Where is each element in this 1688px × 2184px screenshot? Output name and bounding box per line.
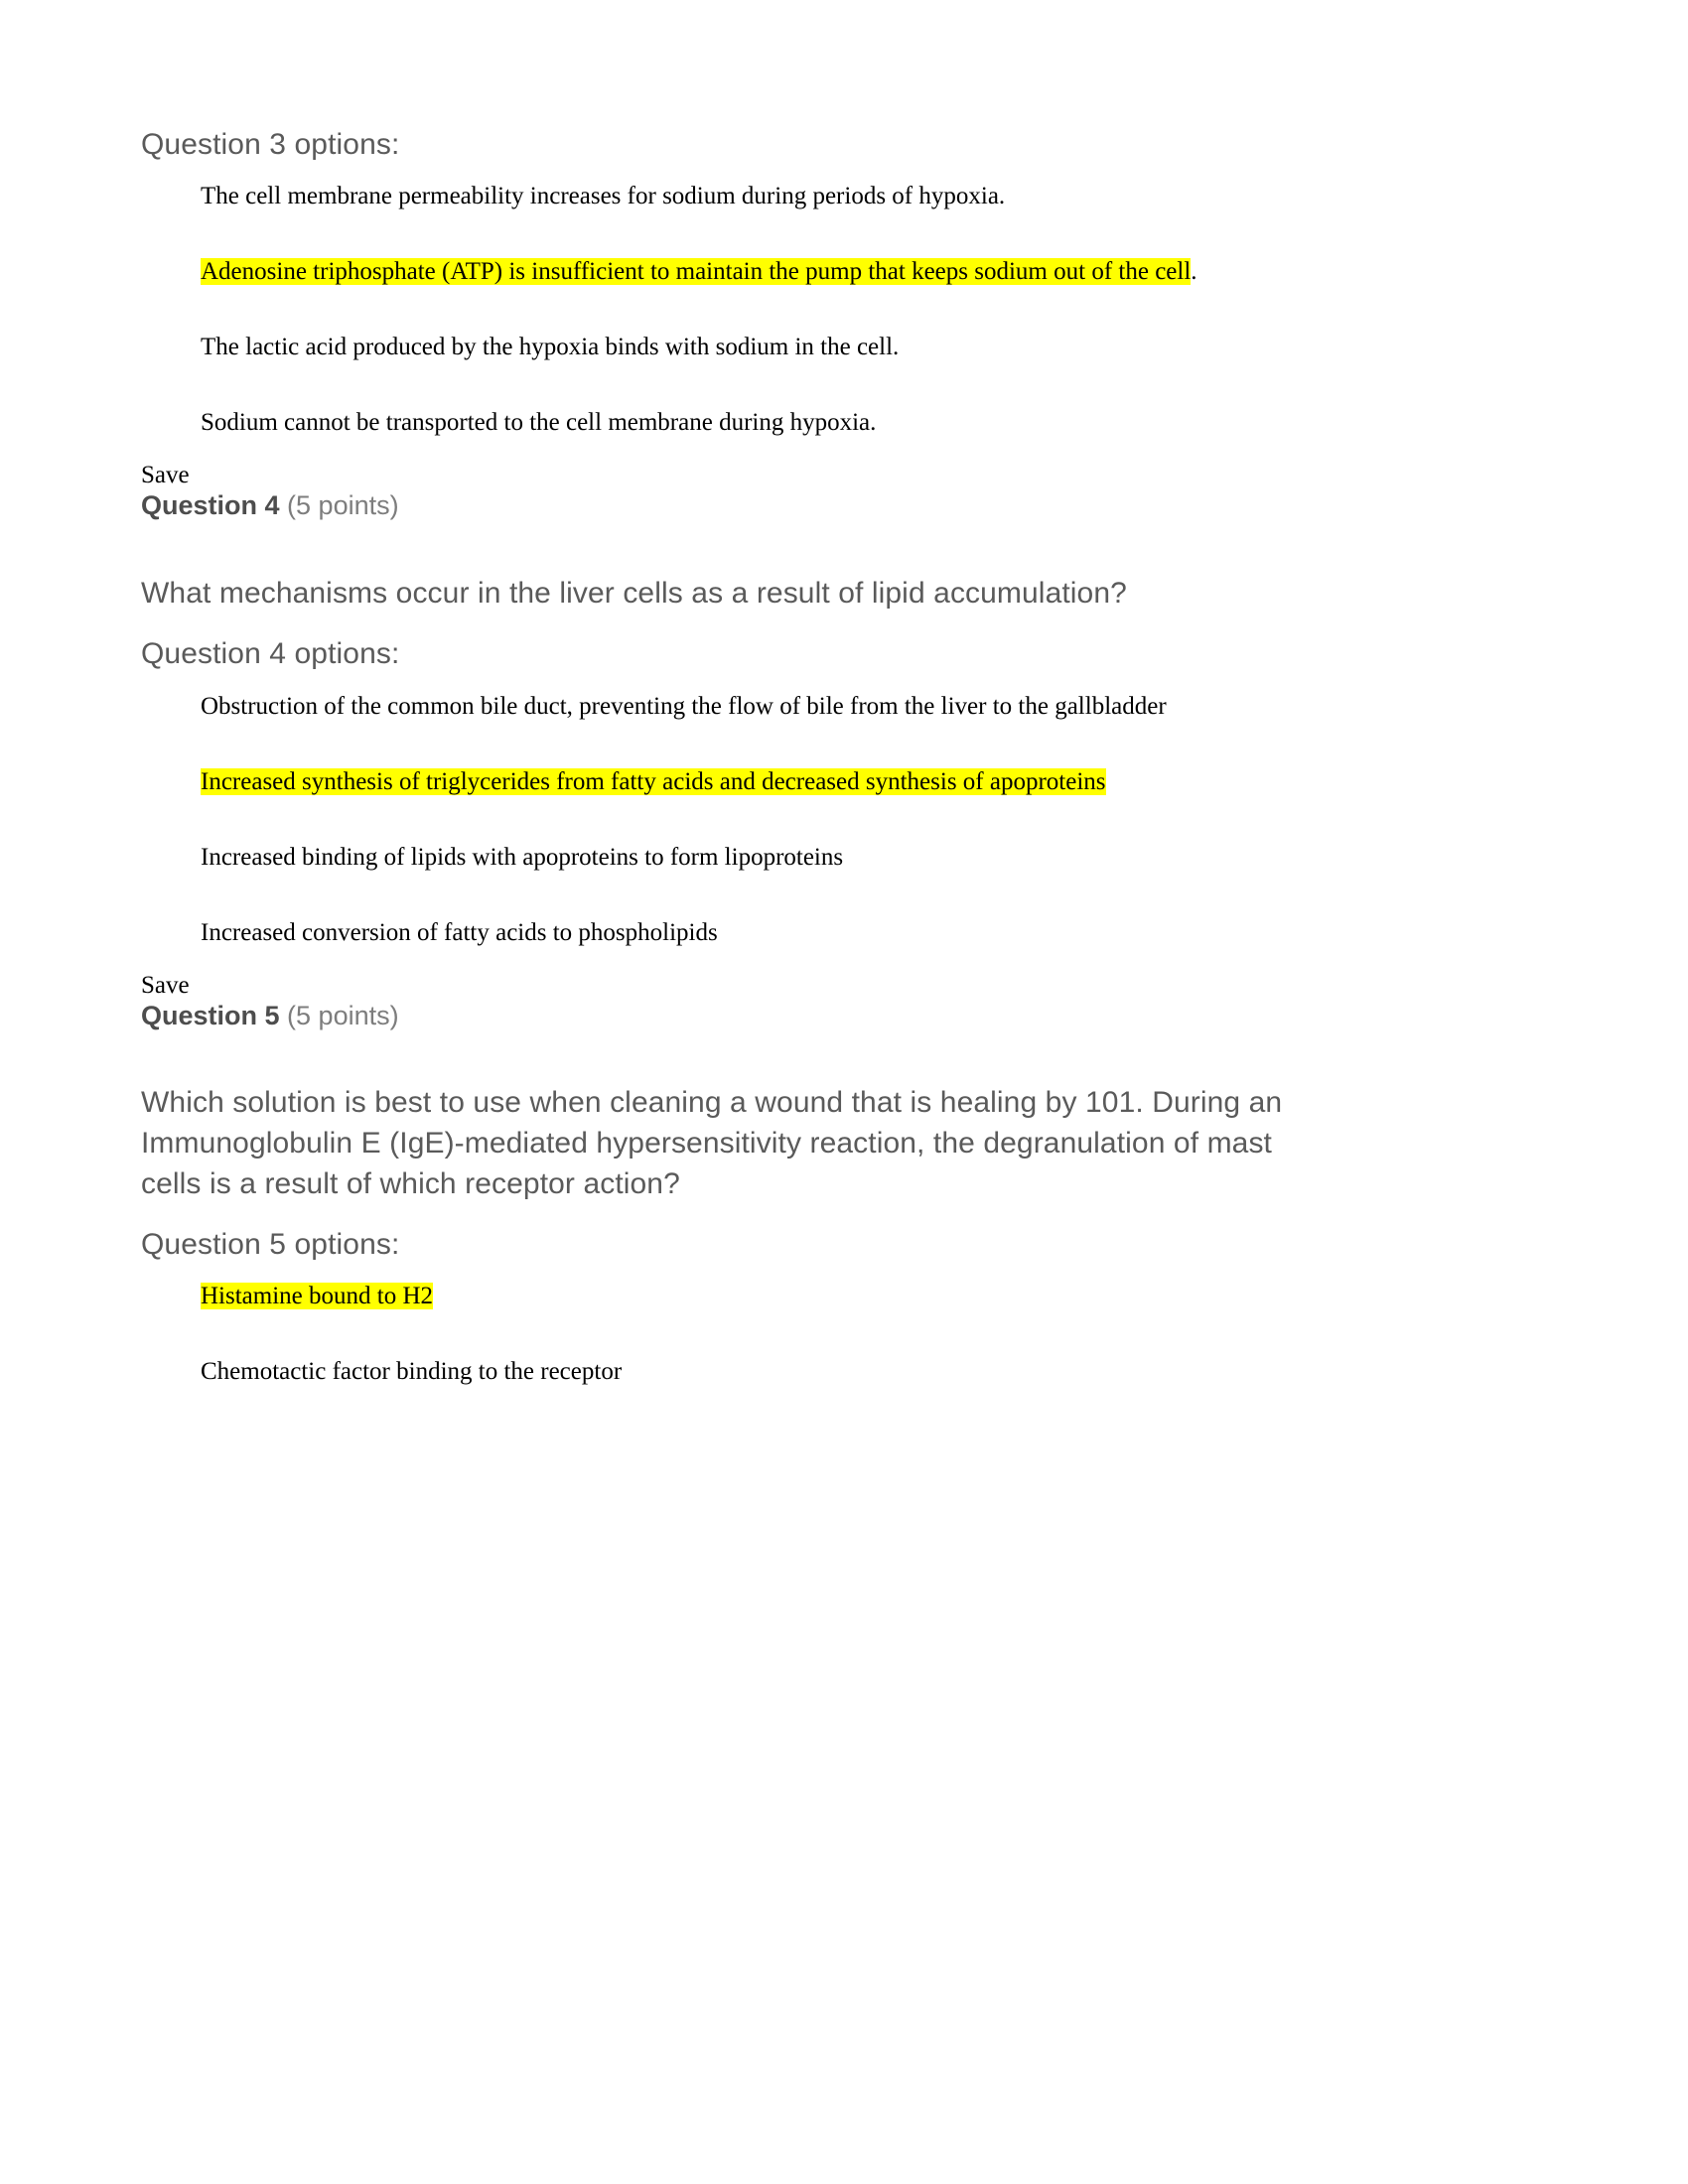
question-5-options-heading: Question 5 options:: [141, 1227, 400, 1261]
option-item[interactable]: [141, 918, 1561, 948]
question-4-options-heading: Question 4 options:: [141, 637, 400, 671]
option-item-correct[interactable]: [141, 1282, 1561, 1311]
save-button[interactable]: Save: [141, 462, 190, 489]
save-button[interactable]: Save: [141, 971, 190, 999]
option-item[interactable]: [141, 692, 1561, 722]
option-item-correct[interactable]: [141, 257, 1561, 287]
question-4-option-list: [141, 692, 1561, 948]
option-text: Increased synthesis of triglycerides from fatty acids and decreased synthesis of apoproteins: [201, 767, 1106, 795]
option-item[interactable]: [141, 1357, 1561, 1387]
option-tail: .: [1191, 258, 1197, 286]
question-4-label: Question 4: [141, 490, 280, 521]
option-item[interactable]: [141, 843, 1561, 873]
option-text: Chemotactic factor binding to the receptor: [201, 1358, 623, 1386]
option-item[interactable]: [141, 182, 1561, 211]
question-5-meta: [141, 1000, 1561, 1032]
question-3-option-list: [141, 182, 1561, 438]
question-5-points: (5 points): [287, 1000, 399, 1030]
document-content: [141, 127, 1561, 1387]
question-5-option-list: [141, 1282, 1561, 1387]
option-text: Increased binding of lipids with apoproteins to form lipoproteins: [201, 843, 844, 871]
option-text: Sodium cannot be transported to the cell membrane during hypoxia.: [201, 409, 877, 437]
option-text: Adenosine triphosphate (ATP) is insufficient to maintain the pump that keeps sodium out of the cell: [201, 258, 1192, 286]
question-5-stem: Which solution is best to use when cleaning a wound that is healing by 101. During an Immunoglobulin E (IgE)-mediated hypersensitivity reaction, the degranulation of mast cells is a result of which receptor action?: [141, 1086, 1283, 1201]
question-3-section: [141, 127, 1561, 574]
question-5-section: [141, 1083, 1561, 1387]
option-item[interactable]: [141, 408, 1561, 438]
option-text: Histamine bound to H2: [201, 1283, 434, 1310]
question-4-points: (5 points): [287, 490, 399, 521]
question-4-section: [141, 574, 1561, 1083]
option-text: Increased conversion of fatty acids to phospholipids: [201, 918, 718, 946]
option-text: The lactic acid produced by the hypoxia binds with sodium in the cell.: [201, 334, 900, 361]
question-3-options-heading: Question 3 options:: [141, 128, 400, 161]
question-4-stem: What mechanisms occur in the liver cells as a result of lipid accumulation?: [141, 577, 1127, 611]
option-text: Obstruction of the common bile duct, preventing the flow of bile from the liver to the gallbladder: [201, 692, 1167, 720]
question-5-label: Question 5: [141, 1000, 280, 1030]
option-item-correct[interactable]: [141, 767, 1561, 797]
option-item[interactable]: [141, 333, 1561, 362]
option-text: The cell membrane permeability increases for sodium during periods of hypoxia.: [201, 183, 1006, 210]
question-4-meta: [141, 489, 1561, 522]
